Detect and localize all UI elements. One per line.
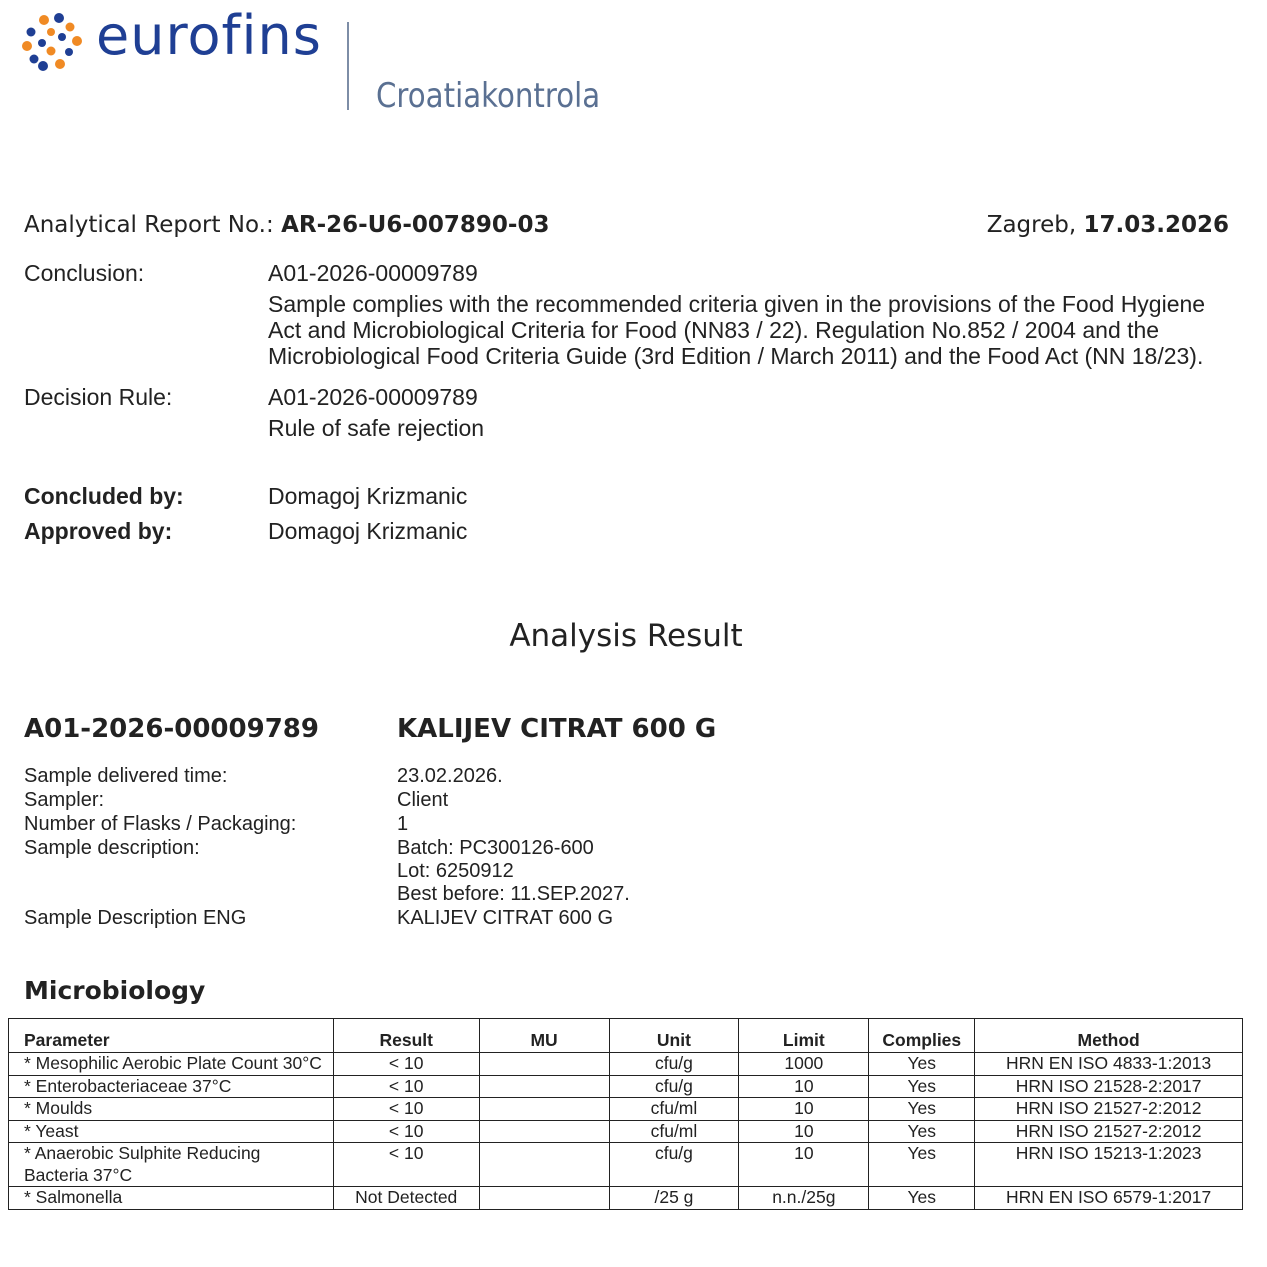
cell-mu — [479, 1143, 609, 1187]
cell-unit: cfu/g — [609, 1075, 739, 1098]
col-header-limit: Limit — [739, 1019, 869, 1053]
sample-delivered-label: Sample delivered time: — [24, 765, 228, 787]
cell-parameter: * Moulds — [9, 1098, 334, 1121]
sample-description-label: Sample description: — [24, 837, 200, 859]
cell-mu — [479, 1075, 609, 1098]
report-place: Zagreb, — [986, 212, 1077, 238]
conclusion-sample-id: A01-2026-00009789 — [268, 260, 478, 286]
cell-parameter: * Yeast — [9, 1120, 334, 1143]
sampler-value: Client — [397, 789, 449, 811]
cell-complies: Yes — [869, 1120, 975, 1143]
cell-method: HRN ISO 21527-2:2012 — [975, 1098, 1243, 1121]
section-title: Analysis Result — [509, 618, 743, 654]
cell-mu — [479, 1098, 609, 1121]
cell-method: HRN ISO 21527-2:2012 — [975, 1120, 1243, 1143]
sample-description-lot: Lot: 6250912 — [397, 860, 514, 882]
cell-parameter: * Mesophilic Aerobic Plate Count 30°C — [9, 1053, 334, 1076]
sample-name: KALIJEV CITRAT 600 G — [397, 714, 717, 744]
flasks-label: Number of Flasks / Packaging: — [24, 813, 297, 835]
approved-by-label: Approved by: — [24, 518, 173, 544]
sample-description-best-before: Best before: 11.SEP.2027. — [397, 883, 630, 905]
report-number: AR-26-U6-007890-03 — [281, 212, 550, 238]
sample-description-eng-label: Sample Description ENG — [24, 907, 247, 929]
cell-result: < 10 — [333, 1120, 479, 1143]
cell-parameter: * Enterobacteriaceae 37°C — [9, 1075, 334, 1098]
col-header-parameter: Parameter — [9, 1019, 334, 1053]
concluded-by-name: Domagoj Krizmanic — [268, 483, 468, 509]
table-row — [9, 1187, 1243, 1210]
conclusion-text: Sample complies with the recommended criteria given in the provisions of the Food Hygiene Act and Microbiological Criteria for Food (NN83 / 22). Regulation No.852 / 2004 and the Microbiological Food Criteria Guide (3rd Edition / March 2011) and the Food Act (NN 18/23). — [268, 291, 1206, 369]
cell-unit: cfu/ml — [609, 1120, 739, 1143]
table-row — [9, 1053, 1243, 1076]
cell-method: HRN EN ISO 6579-1:2017 — [975, 1187, 1243, 1210]
cell-complies: Yes — [869, 1143, 975, 1187]
cell-mu — [479, 1120, 609, 1143]
cell-limit: 10 — [739, 1120, 869, 1143]
logo-divider — [347, 22, 349, 110]
table-row — [9, 1075, 1243, 1098]
cell-complies: Yes — [869, 1053, 975, 1076]
cell-complies: Yes — [869, 1187, 975, 1210]
sample-description-eng-value: KALIJEV CITRAT 600 G — [397, 907, 614, 929]
table-row — [9, 1143, 1243, 1187]
cell-limit: 10 — [739, 1098, 869, 1121]
col-header-complies: Complies — [869, 1019, 975, 1053]
cell-method: HRN ISO 15213-1:2023 — [975, 1143, 1243, 1187]
cell-limit: 10 — [739, 1143, 869, 1187]
sample-id: A01-2026-00009789 — [24, 714, 319, 744]
cell-method: HRN ISO 21528-2:2017 — [975, 1075, 1243, 1098]
cell-result: < 10 — [333, 1143, 479, 1187]
cell-mu — [479, 1053, 609, 1076]
concluded-by-label: Concluded by: — [24, 483, 184, 509]
table-row — [9, 1120, 1243, 1143]
col-header-unit: Unit — [609, 1019, 739, 1053]
table-header-row — [9, 1019, 1243, 1053]
cell-limit: 10 — [739, 1075, 869, 1098]
cell-result: < 10 — [333, 1075, 479, 1098]
report-number-label: Analytical Report No.: — [24, 212, 274, 238]
eurofins-logo-icon — [22, 12, 84, 72]
report-date: 17.03.2026 — [1083, 212, 1229, 238]
sample-delivered-value: 23.02.2026. — [397, 765, 503, 787]
conclusion-label: Conclusion: — [24, 260, 145, 286]
sample-description-batch: Batch: PC300126-600 — [397, 837, 594, 859]
table-row — [9, 1098, 1243, 1121]
decision-rule-label: Decision Rule: — [24, 384, 173, 410]
cell-complies: Yes — [869, 1098, 975, 1121]
cell-unit: cfu/ml — [609, 1098, 739, 1121]
logo-wordmark: eurofins — [96, 4, 322, 67]
logo-subtitle: Croatiakontrola — [376, 76, 601, 116]
sampler-label: Sampler: — [24, 789, 105, 811]
decision-rule-value: Rule of safe rejection — [268, 415, 485, 441]
cell-result: < 10 — [333, 1053, 479, 1076]
col-header-result: Result — [333, 1019, 479, 1053]
approved-by-name: Domagoj Krizmanic — [268, 518, 468, 544]
cell-result: Not Detected — [333, 1187, 479, 1210]
cell-result: < 10 — [333, 1098, 479, 1121]
microbiology-table — [8, 1018, 1243, 1210]
cell-mu — [479, 1187, 609, 1210]
flasks-value: 1 — [397, 813, 409, 835]
cell-limit: n.n./25g — [739, 1187, 869, 1210]
col-header-mu: MU — [479, 1019, 609, 1053]
decision-sample-id: A01-2026-00009789 — [268, 384, 478, 410]
microbiology-title: Microbiology — [24, 976, 206, 1005]
cell-parameter: * Salmonella — [9, 1187, 334, 1210]
cell-unit: /25 g — [609, 1187, 739, 1210]
cell-limit: 1000 — [739, 1053, 869, 1076]
cell-complies: Yes — [869, 1075, 975, 1098]
cell-unit: cfu/g — [609, 1053, 739, 1076]
report-date-row — [987, 212, 1229, 238]
col-header-method: Method — [975, 1019, 1243, 1053]
cell-method: HRN EN ISO 4833-1:2013 — [975, 1053, 1243, 1076]
report-number-row — [24, 212, 549, 238]
cell-parameter: * Anaerobic Sulphite Reducing Bacteria 37°C — [9, 1143, 334, 1187]
cell-unit: cfu/g — [609, 1143, 739, 1187]
